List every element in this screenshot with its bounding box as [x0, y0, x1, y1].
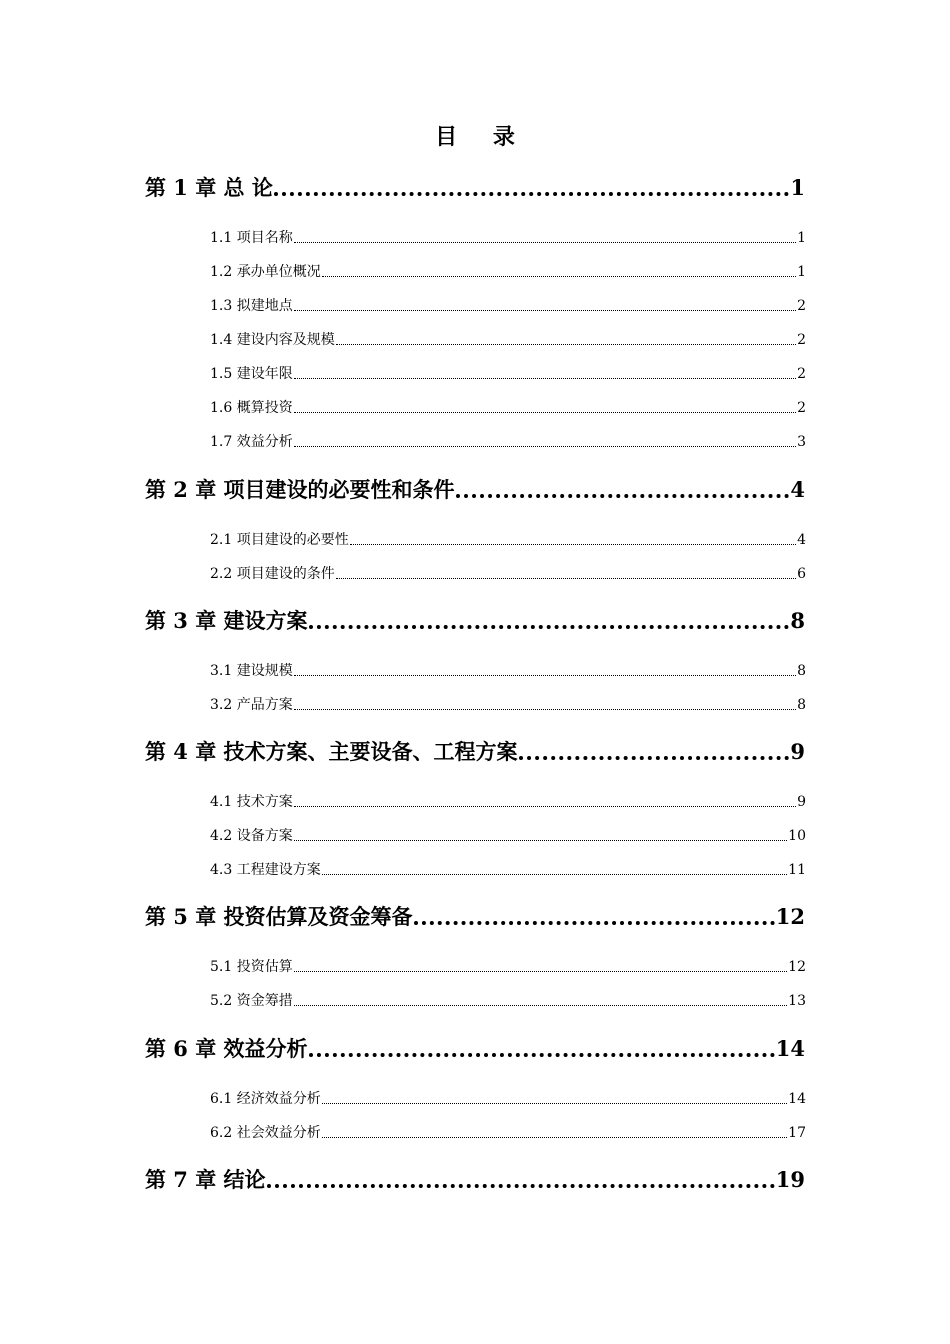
chapter-page-number: 8 — [790, 608, 805, 633]
dot-leader — [294, 363, 796, 385]
dot-leader — [294, 956, 787, 978]
section-page-number: 8 — [797, 697, 806, 713]
section-page-number: 3 — [797, 434, 806, 450]
dot-leader — [336, 563, 796, 585]
section-page-number: 14 — [788, 1091, 806, 1107]
chapter-page-number: 9 — [790, 739, 805, 764]
section-page-number: 12 — [788, 959, 806, 975]
toc-chapter-4[interactable] — [145, 736, 805, 768]
toc-section-6-2[interactable] — [210, 1122, 806, 1144]
chapter-label: 第 7 章 结论 — [145, 1167, 266, 1192]
toc-section-3-1[interactable] — [210, 660, 806, 682]
dot-leader — [274, 172, 790, 204]
section-page-number: 1 — [797, 230, 806, 246]
toc-chapter-2[interactable] — [145, 474, 805, 506]
dot-leader — [336, 329, 796, 351]
toc-chapter-6[interactable] — [145, 1033, 805, 1065]
dot-leader — [456, 474, 790, 506]
section-label: 1.6 概算投资 — [210, 400, 293, 416]
section-page-number: 2 — [797, 332, 806, 348]
chapter-label: 第 5 章 投资估算及资金筹备 — [145, 904, 413, 929]
section-page-number: 10 — [788, 828, 806, 844]
toc-section-1-5[interactable] — [210, 363, 806, 385]
section-label: 4.3 工程建设方案 — [210, 862, 321, 878]
chapter-label: 第 4 章 技术方案、主要设备、工程方案 — [145, 739, 518, 764]
toc-section-5-1[interactable] — [210, 956, 806, 978]
dot-leader — [309, 605, 790, 637]
toc-section-2-1[interactable] — [210, 529, 806, 551]
toc-section-6-1[interactable] — [210, 1088, 806, 1110]
chapter-page-number: 12 — [775, 904, 805, 929]
section-label: 1.2 承办单位概况 — [210, 264, 321, 280]
section-label: 1.3 拟建地点 — [210, 298, 293, 314]
dot-leader — [294, 825, 787, 847]
toc-chapter-7[interactable] — [145, 1164, 805, 1196]
dot-leader — [267, 1164, 775, 1196]
dot-leader — [294, 227, 796, 249]
chapter-label: 第 3 章 建设方案 — [145, 608, 308, 633]
chapter-label: 第 1 章 总 论 — [145, 175, 273, 200]
dot-leader — [309, 1033, 775, 1065]
section-label: 1.1 项目名称 — [210, 230, 293, 246]
toc-title: 目 录 — [435, 124, 529, 150]
section-label: 4.2 设备方案 — [210, 828, 293, 844]
dot-leader — [322, 859, 787, 881]
section-label: 6.2 社会效益分析 — [210, 1125, 321, 1141]
toc-section-3-2[interactable] — [210, 694, 806, 716]
dot-leader — [350, 529, 796, 551]
dot-leader — [414, 901, 775, 933]
section-label: 1.5 建设年限 — [210, 366, 293, 382]
toc-section-2-2[interactable] — [210, 563, 806, 585]
chapter-page-number: 1 — [790, 175, 805, 200]
section-label: 5.1 投资估算 — [210, 959, 293, 975]
section-page-number: 8 — [797, 663, 806, 679]
section-label: 3.1 建设规模 — [210, 663, 293, 679]
dot-leader — [322, 1122, 787, 1144]
dot-leader — [294, 990, 787, 1012]
section-page-number: 17 — [788, 1125, 806, 1141]
dot-leader — [322, 261, 796, 283]
section-page-number: 6 — [797, 566, 806, 582]
dot-leader — [322, 1088, 787, 1110]
dot-leader — [294, 660, 796, 682]
dot-leader — [294, 694, 796, 716]
section-label: 2.2 项目建设的条件 — [210, 566, 335, 582]
chapter-label: 第 2 章 项目建设的必要性和条件 — [145, 477, 455, 502]
section-label: 6.1 经济效益分析 — [210, 1091, 321, 1107]
chapter-page-number: 14 — [775, 1036, 805, 1061]
chapter-page-number: 4 — [790, 477, 805, 502]
section-label: 1.4 建设内容及规模 — [210, 332, 335, 348]
section-page-number: 13 — [788, 993, 806, 1009]
chapter-page-number: 19 — [775, 1167, 805, 1192]
toc-section-5-2[interactable] — [210, 990, 806, 1012]
section-page-number: 2 — [797, 298, 806, 314]
toc-section-1-3[interactable] — [210, 295, 806, 317]
section-page-number: 4 — [797, 532, 806, 548]
toc-section-4-1[interactable] — [210, 791, 806, 813]
toc-chapter-5[interactable] — [145, 901, 805, 933]
section-page-number: 11 — [788, 862, 806, 878]
toc-section-4-2[interactable] — [210, 825, 806, 847]
toc-section-1-4[interactable] — [210, 329, 806, 351]
section-label: 4.1 技术方案 — [210, 794, 293, 810]
dot-leader — [294, 431, 796, 453]
toc-section-1-2[interactable] — [210, 261, 806, 283]
dot-leader — [294, 791, 796, 813]
chapter-label: 第 6 章 效益分析 — [145, 1036, 308, 1061]
section-label: 3.2 产品方案 — [210, 697, 293, 713]
dot-leader — [519, 736, 790, 768]
section-label: 1.7 效益分析 — [210, 434, 293, 450]
section-page-number: 2 — [797, 400, 806, 416]
toc-section-1-7[interactable] — [210, 431, 806, 453]
toc-section-1-6[interactable] — [210, 397, 806, 419]
section-label: 2.1 项目建设的必要性 — [210, 532, 349, 548]
section-page-number: 9 — [797, 794, 806, 810]
section-page-number: 1 — [797, 264, 806, 280]
toc-section-4-3[interactable] — [210, 859, 806, 881]
section-page-number: 2 — [797, 366, 806, 382]
toc-chapter-1[interactable] — [145, 172, 805, 204]
dot-leader — [294, 397, 796, 419]
section-label: 5.2 资金筹措 — [210, 993, 293, 1009]
toc-chapter-3[interactable] — [145, 605, 805, 637]
toc-section-1-1[interactable] — [210, 227, 806, 249]
dot-leader — [294, 295, 796, 317]
